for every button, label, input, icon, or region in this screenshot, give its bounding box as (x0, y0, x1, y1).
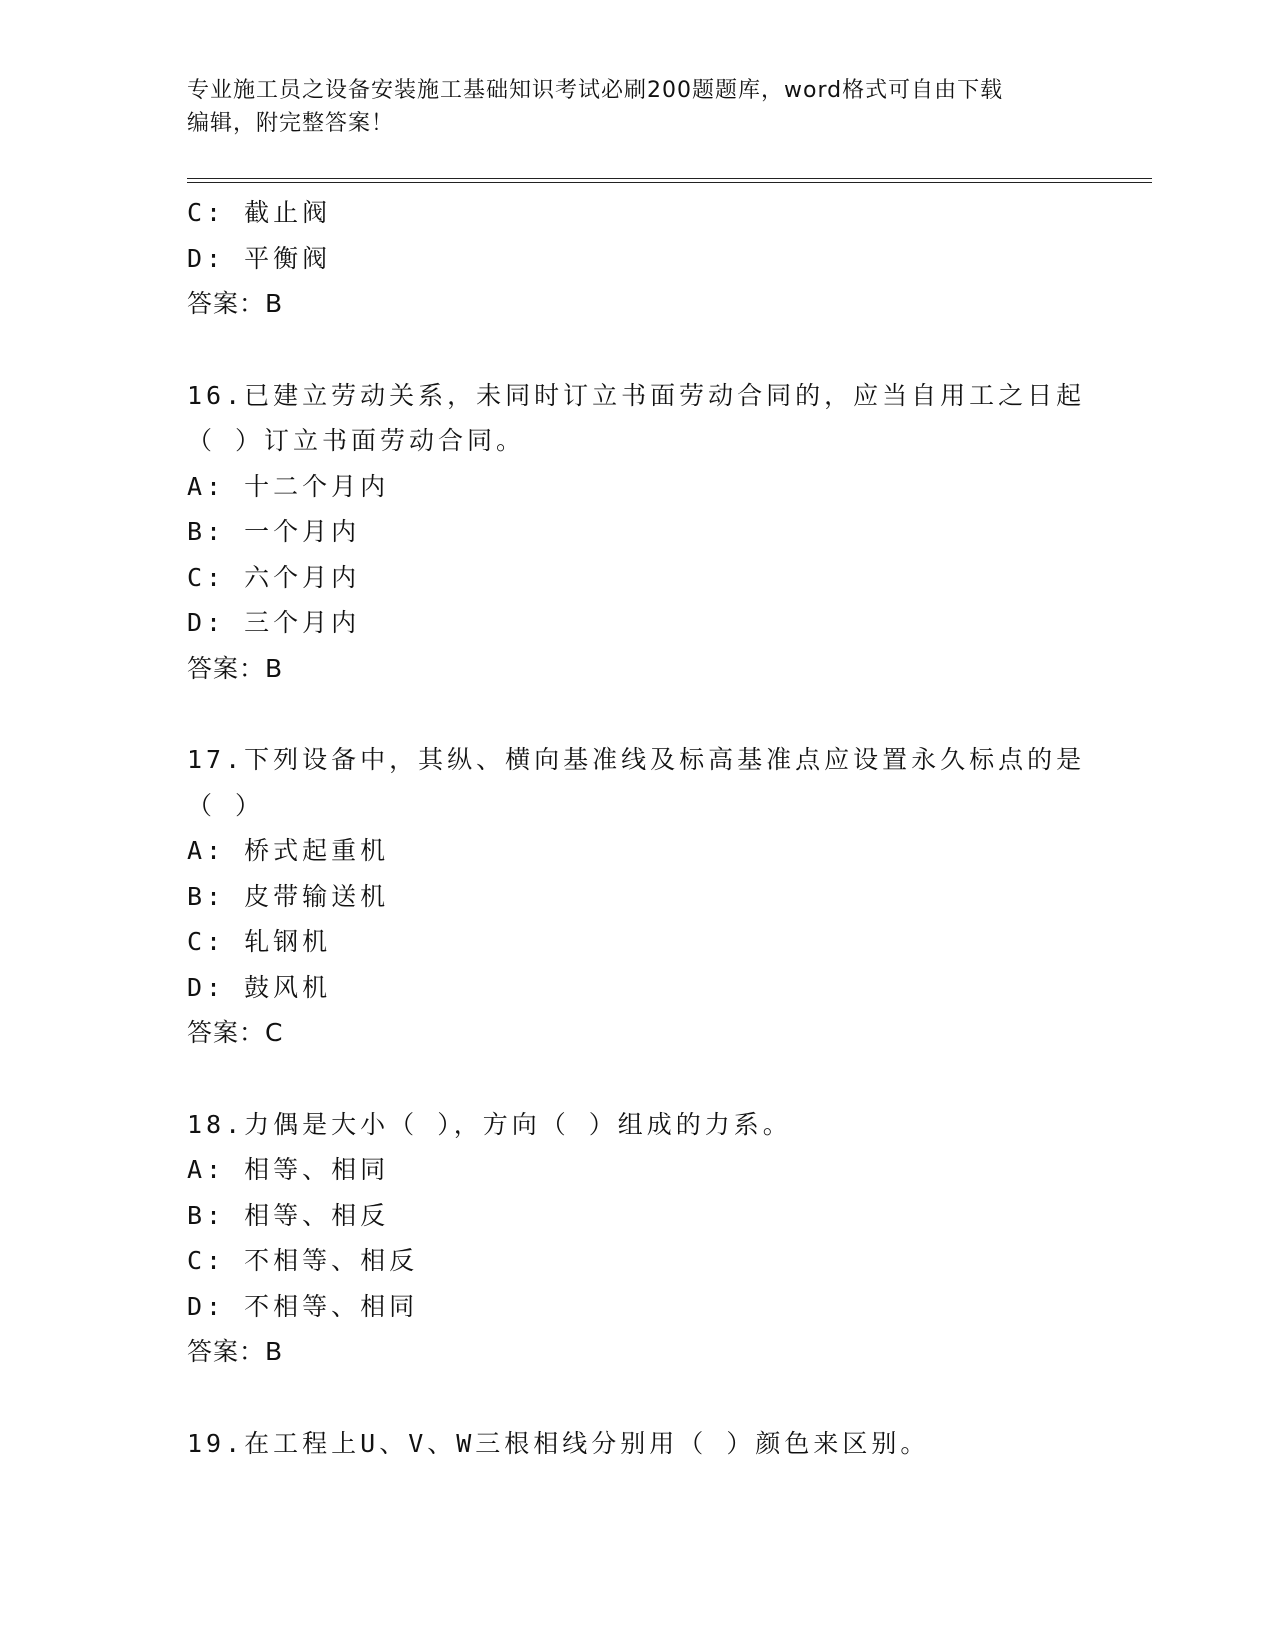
question-text: 16.已建立劳动关系，未同时订立书面劳动合同的，应当自用工之日起 (187, 380, 1086, 410)
question-17 (187, 737, 1087, 1056)
header-divider-bottom (187, 182, 1152, 183)
option-c: C: 六个月内 (187, 562, 361, 592)
spacer (187, 327, 1087, 373)
answer: 答案：B (187, 1337, 284, 1366)
answer: 答案：C (187, 1018, 284, 1047)
answer: 答案：B (187, 289, 284, 318)
question-text-continued: （ ） (187, 790, 265, 820)
option-d: D: 三个月内 (187, 608, 361, 637)
option-a: A: 相等、相同 (187, 1155, 390, 1184)
option-c: C: 截止阀 (187, 198, 332, 227)
question-15-tail (187, 190, 1087, 327)
header-line-1: 专业施工员之设备安装施工基础知识考试必刷200题题库，word格式可自由下载 (187, 78, 1004, 103)
document-header (187, 74, 1067, 140)
question-18 (187, 1102, 1087, 1375)
question-text: 18.力偶是大小（ ），方向（ ）组成的力系。 (187, 1109, 792, 1139)
option-b: B: 皮带输送机 (187, 881, 390, 911)
spacer (187, 691, 1087, 737)
question-16 (187, 373, 1087, 692)
question-text: 19.在工程上U、V、W三根相线分别用（ ）颜色来区别。 (187, 1428, 930, 1458)
header-line-2: 编辑，附完整答案！ (187, 111, 395, 136)
option-d: D: 不相等、相同 (187, 1291, 419, 1321)
option-c: C: 轧钢机 (187, 927, 332, 956)
spacer (187, 1056, 1087, 1102)
header-divider-top (187, 178, 1152, 179)
question-text: 17.下列设备中，其纵、横向基准线及标高基准点应设置永久标点的是 (187, 745, 1086, 774)
question-text-continued: （ ）订立书面劳动合同。 (187, 426, 526, 455)
option-b: B: 相等、相反 (187, 1200, 390, 1230)
option-c: C: 不相等、相反 (187, 1246, 419, 1275)
option-a: A: 十二个月内 (187, 471, 390, 501)
question-list (187, 190, 1087, 1466)
option-d: D: 鼓风机 (187, 972, 332, 1002)
option-d: D: 平衡阀 (187, 243, 332, 273)
spacer (187, 1375, 1087, 1421)
option-a: A: 桥式起重机 (187, 836, 390, 865)
answer: 答案：B (187, 653, 284, 683)
question-19 (187, 1421, 1087, 1467)
option-b: B: 一个月内 (187, 517, 361, 546)
